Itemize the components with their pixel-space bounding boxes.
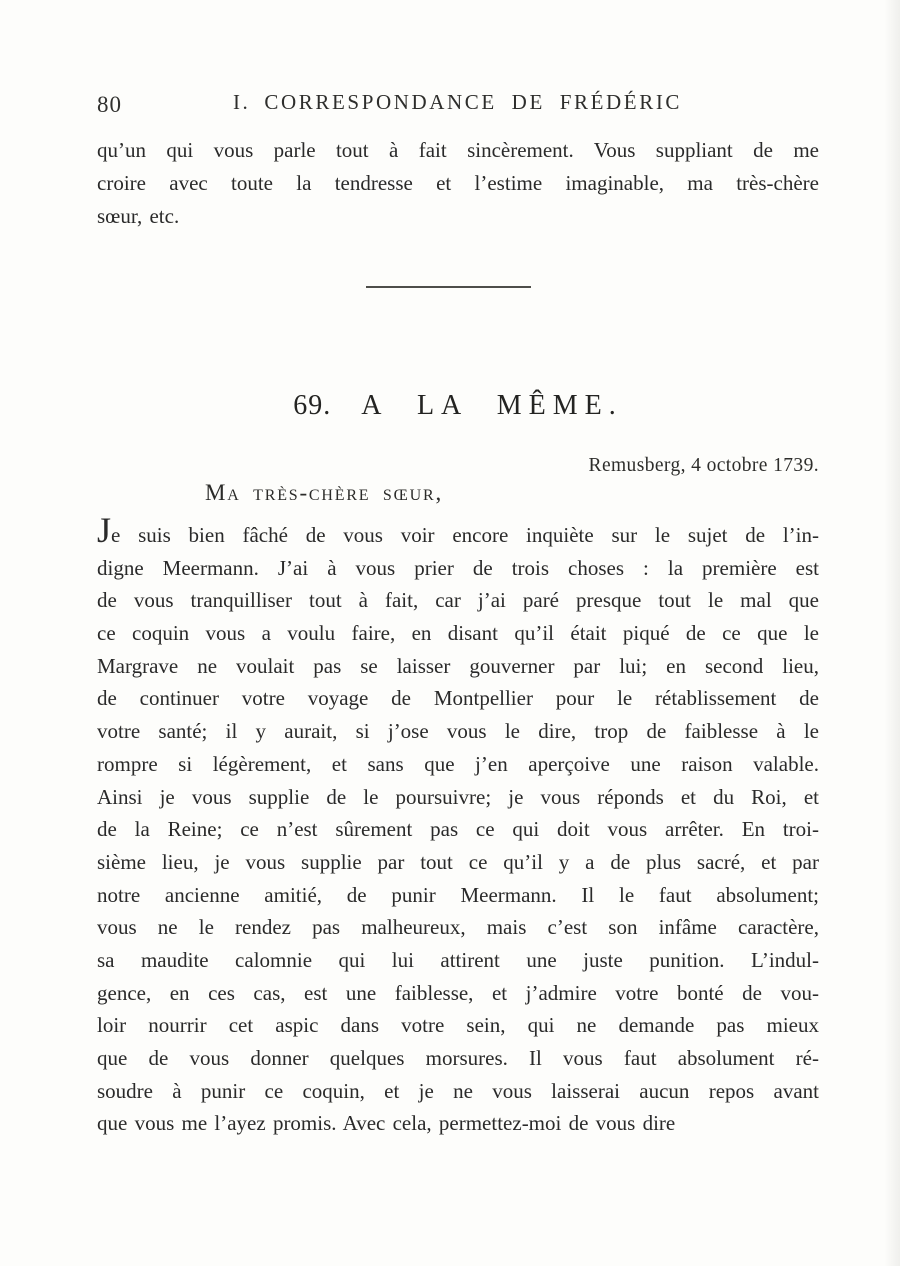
body-line: rompre si légèrement, et sans que j’en aperçoive une raison valable. bbox=[97, 751, 819, 776]
letter-body bbox=[97, 510, 819, 1140]
letter-number: 69. bbox=[293, 390, 332, 421]
body-line: notre ancienne amitié, de punir Meermann. Il le faut absolument; bbox=[97, 882, 819, 907]
body-line: gence, en ces cas, est une faiblesse, et j’admire votre bonté de vou- bbox=[97, 980, 819, 1005]
body-line: de la Reine; ce n’est sûrement pas ce qui doit vous arrêter. En troi- bbox=[97, 817, 819, 842]
letter-title: A LA MÊME. bbox=[361, 390, 623, 421]
letter-heading bbox=[97, 390, 819, 422]
running-title-text: CORRESPONDANCE DE FRÉDÉRIC bbox=[264, 90, 683, 114]
letter-dateline: Remusberg, 4 octobre 1739. bbox=[588, 455, 819, 476]
body-line: soudre à punir ce coquin, et je ne vous laisserai aucun repos avant bbox=[97, 1078, 819, 1103]
running-title bbox=[233, 90, 682, 115]
body-line: sa maudite calomnie qui lui attirent une juste punition. L’indul- bbox=[97, 947, 819, 972]
scan-edge-shading bbox=[884, 0, 900, 1266]
body-line: de vous tranquilliser tout à fait, car j’ai paré presque tout le mal que bbox=[97, 588, 819, 613]
paragraph-line: croire avec toute la tendresse et l’estime imaginable, ma très-chère bbox=[97, 171, 819, 195]
body-line: que vous me l’ayez promis. Avec cela, permettez-moi de vous dire bbox=[97, 1111, 676, 1136]
running-title-numeral: I. bbox=[232, 90, 251, 114]
body-line: Margrave ne voulait pas se laisser gouverner par lui; en second lieu, bbox=[97, 653, 819, 678]
body-line: Je suis bien fâché de vous voir encore inquiète sur le sujet de l’in- bbox=[97, 510, 819, 550]
letter-salutation: Ma très-chère sœur, bbox=[205, 480, 444, 505]
body-line: Ainsi je vous supplie de le poursuivre; je vous réponds et du Roi, et bbox=[97, 784, 819, 809]
section-divider-rule bbox=[366, 286, 531, 288]
body-line: sième lieu, je vous supplie par tout ce qu’il y a de plus sacré, et par bbox=[97, 849, 819, 874]
body-line: loir nourrir cet aspic dans votre sein, qui ne demande pas mieux bbox=[97, 1013, 819, 1038]
body-line: votre santé; il y aurait, si j’ose vous le dire, trop de faiblesse à le bbox=[97, 719, 819, 744]
body-line: digne Meermann. J’ai à vous prier de trois choses : la première est bbox=[97, 555, 819, 580]
running-header bbox=[97, 90, 818, 120]
paragraph-line: qu’un qui vous parle tout à fait sincèrement. Vous suppliant de me bbox=[97, 138, 819, 162]
previous-letter-ending bbox=[97, 134, 819, 233]
body-line: ce coquin vous a voulu faire, en disant qu’il était piqué de ce que le bbox=[97, 621, 819, 646]
body-line: que de vous donner quelques morsures. Il vous faut absolument ré- bbox=[97, 1046, 819, 1070]
page-number: 80 bbox=[97, 92, 122, 117]
body-line: vous ne le rendez pas malheureux, mais c’est son infâme caractère, bbox=[97, 915, 819, 940]
body-line: de continuer votre voyage de Montpellier pour le rétablissement de bbox=[97, 686, 819, 711]
paragraph-line: sœur, etc. bbox=[97, 204, 180, 228]
